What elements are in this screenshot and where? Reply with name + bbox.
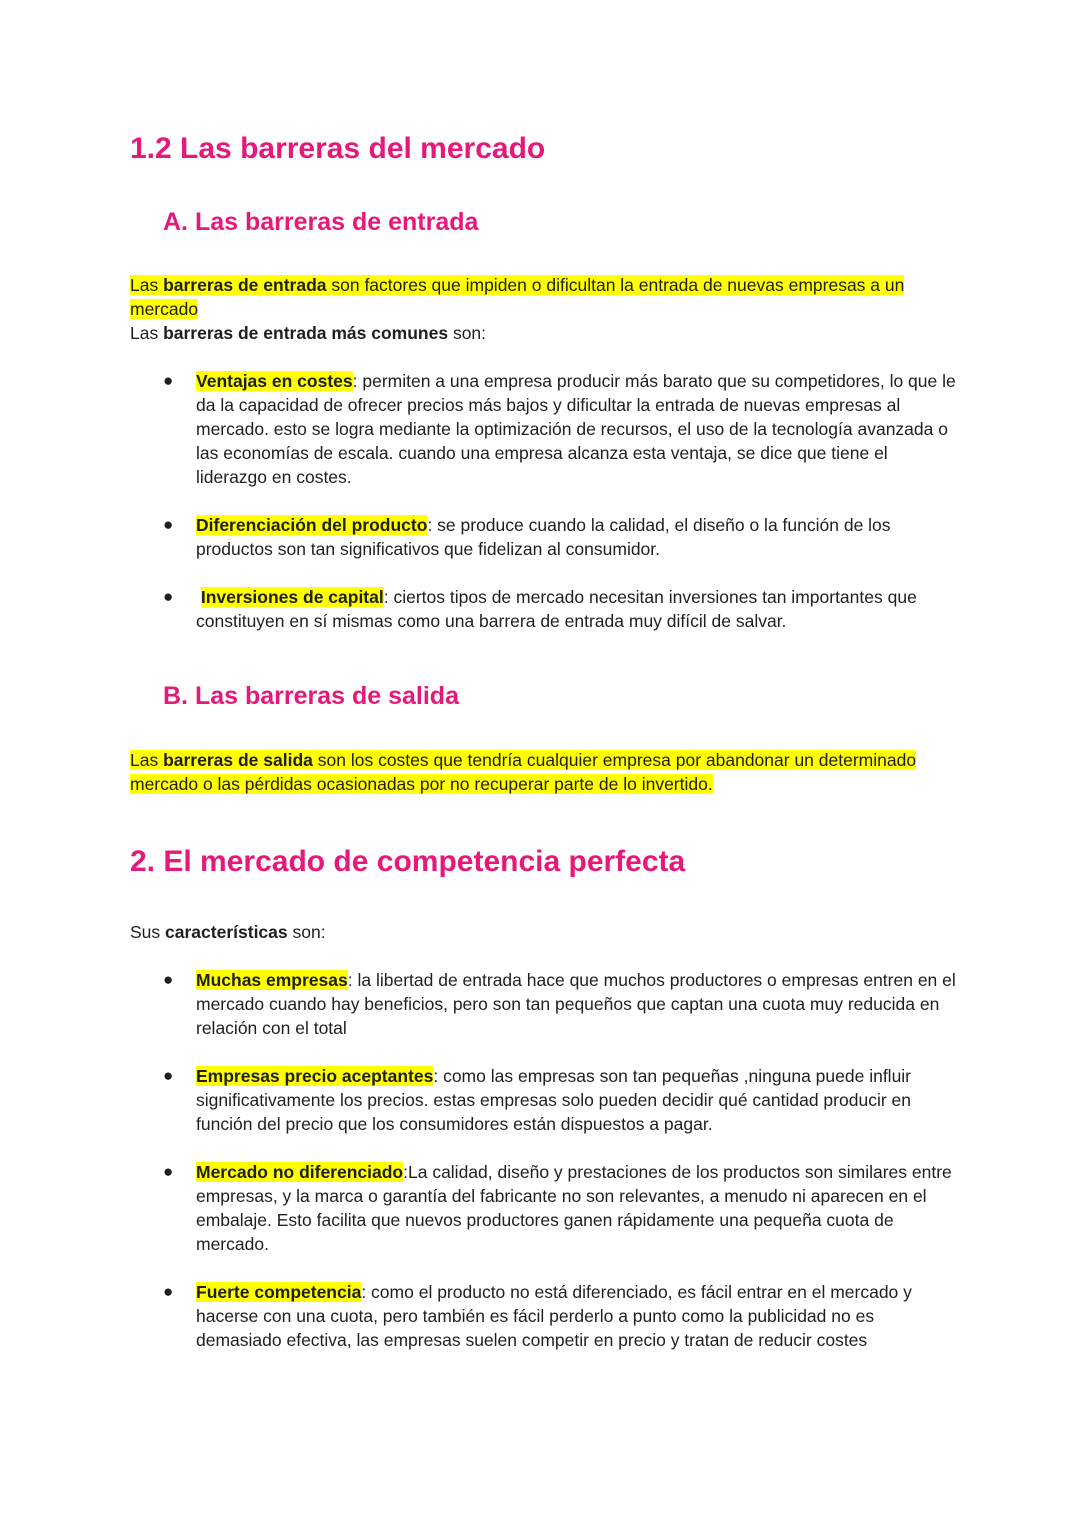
highlight [196, 515, 427, 535]
highlight [130, 750, 916, 794]
bold-term: Mercado no diferenciado [196, 1162, 404, 1182]
text: son los costes que tendría cualquier empresa por abandonar un determinado mercado o las pérdidas ocasionadas por no recuperar parte de lo invertido. [130, 750, 917, 794]
text: Las [130, 275, 164, 295]
list-item [163, 968, 956, 1040]
highlight [196, 1066, 433, 1086]
text: Las [130, 323, 164, 343]
bold-term: Inversiones de capital [200, 587, 384, 607]
bold-term: barreras de entrada más comunes [163, 323, 449, 343]
item-text: : se produce cuando la calidad, el diseño o la función de los productos son tan significativos que fidelizan al consumidor. [196, 515, 891, 559]
bullet-icon: ● [163, 371, 174, 390]
heading-a-barreras-entrada: A. Las barreras de entrada [163, 208, 479, 236]
item-text: : ciertos tipos de mercado necesitan inversiones tan importantes que constituyen en sí mismas como una barrera de entrada muy difícil de salvar. [196, 587, 917, 631]
highlight [196, 371, 353, 391]
bold-term: Empresas precio aceptantes [196, 1066, 434, 1086]
list-item [163, 585, 956, 633]
item-text: : permiten a una empresa producir más barato que su competidores, lo que le da la capacidad de ofrecer precios más bajos y dificultar la entrada de nuevas empresas al mercado. esto se logra mediante la optimización de recursos, el uso de la tecnología avanzada o las economías de escala. cuando una empresa alcanza esta ventaja, se dice que tiene el liderazgo en costes. [196, 371, 956, 487]
item-text: : la libertad de entrada hace que muchos productores o empresas entren en el mercado cuando hay beneficios, pero son tan pequeños que captan una cuota muy reducida en relación con el total [196, 970, 956, 1038]
text: son factores que impiden o dificultan la entrada de nuevas empresas a un mercado [130, 275, 905, 319]
bold-term: características [165, 922, 288, 942]
paragraph-entrada-comunes [130, 321, 960, 345]
bold-term: Fuerte competencia [196, 1282, 362, 1302]
bold-term: Ventajas en costes [196, 371, 353, 391]
list-item [163, 1064, 956, 1136]
bullet-icon: ● [163, 1162, 174, 1181]
heading-b-barreras-salida: B. Las barreras de salida [163, 682, 459, 710]
item-text: :La calidad, diseño y prestaciones de los productos son similares entre empresas, y la marca o garantía del fabricante no son relevantes, a menudo ni aparecen en el embalaje. Esto facilita que nuevos productores ganen rápidamente una pequeña cuota de mercado. [196, 1162, 952, 1254]
paragraph-caracteristicas [130, 920, 960, 944]
bullet-icon: ● [163, 515, 174, 534]
text: son: [287, 922, 326, 942]
bullet-icon: ● [163, 587, 174, 606]
bold-term: Muchas empresas [196, 970, 348, 990]
bullet-icon: ● [163, 1282, 174, 1301]
highlight [196, 1162, 403, 1182]
heading-1-2: 1.2 Las barreras del mercado [130, 132, 546, 165]
text: son: [448, 323, 487, 343]
paragraph-entrada-definition [130, 273, 960, 321]
bold-term: barreras de entrada [163, 275, 327, 295]
list-item [163, 369, 956, 489]
highlight [130, 275, 904, 319]
bold-term: barreras de salida [163, 750, 313, 770]
item-text: : como las empresas son tan pequeñas ,ninguna puede influir significativamente los precios. estas empresas solo pueden decidir qué cantidad producir en función del precio que los consumidores están dispuestos a pagar. [196, 1066, 912, 1134]
text: Sus [130, 922, 166, 942]
bullet-icon: ● [163, 1066, 174, 1085]
bullet-icon: ● [163, 970, 174, 989]
item-text: : como el producto no está diferenciado, es fácil entrar en el mercado y hacerse con una cuota, pero también es fácil perderlo a punto como la publicidad no es demasiado efectiva, las empresas suelen competir en precio y tratan de reducir costes [196, 1282, 912, 1350]
highlight [196, 970, 348, 990]
list-item [163, 1280, 956, 1352]
list-item [163, 513, 956, 561]
highlight [201, 587, 384, 607]
heading-2-competencia-perfecta: 2. El mercado de competencia perfecta [130, 845, 686, 878]
highlight [196, 1282, 361, 1302]
paragraph-salida-definition [130, 748, 970, 796]
list-item [163, 1160, 956, 1256]
text: Las [130, 750, 164, 770]
bold-term: Diferenciación del producto [196, 515, 428, 535]
